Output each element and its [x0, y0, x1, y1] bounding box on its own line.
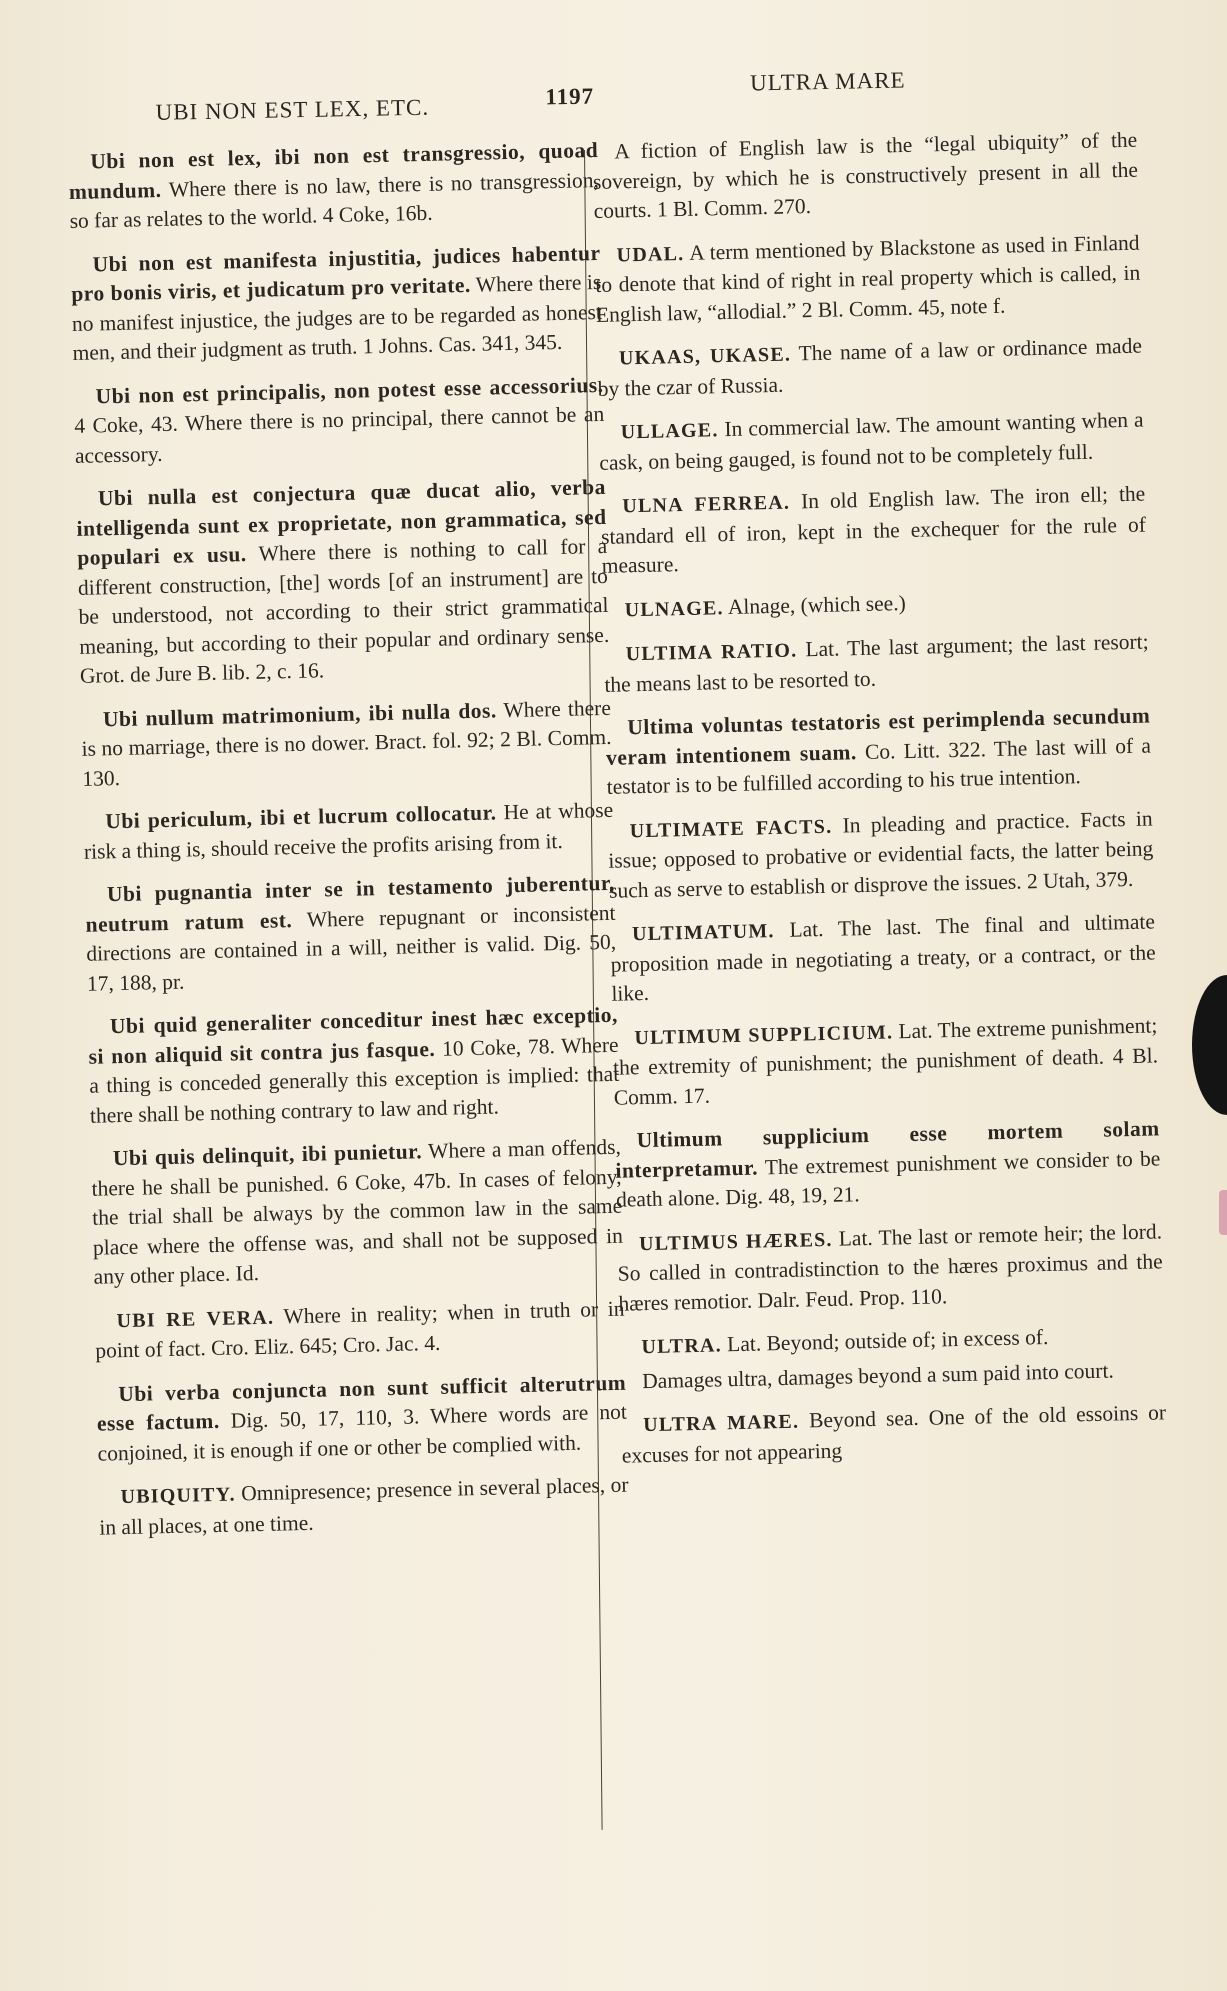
entry-term: UKAAS, UKASE. — [618, 343, 792, 370]
entry — [70, 238, 603, 368]
entry — [602, 583, 1148, 626]
entry — [96, 1368, 628, 1469]
entry-term: Ultima voluntas testatoris est perimplenda secundum veram intentionem suam. — [605, 703, 1151, 770]
entry — [76, 473, 611, 691]
entry-definition: The name of a law or ordinance made by the czar of Russia. — [597, 333, 1143, 401]
entry — [600, 480, 1147, 582]
entry-term: Ubi non est principalis, non potest esse accessorius. — [95, 372, 604, 408]
entry-term: ULTIMA RATIO. — [625, 639, 798, 666]
binding-hole — [1192, 975, 1227, 1115]
entry-term: Ubi quid generaliter conceditur inest hæc exceptio, si non aliquid sit contra jus fasque. — [88, 1002, 619, 1069]
running-header — [150, 67, 951, 125]
entry-term: UBIQUITY. — [120, 1483, 236, 1509]
entry-term: Ubi nullum matrimonium, ibi nulla dos. — [102, 697, 498, 731]
entry — [91, 1133, 624, 1292]
entry-term: ULTIMUM SUPPLICIUM. — [634, 1020, 894, 1049]
entry — [598, 406, 1144, 478]
entry — [94, 1294, 625, 1366]
entry-definition: Lat. The extreme punishment; the extremity of punishment; the punishment of death. 4 Bl. Comm. 17. — [612, 1012, 1159, 1110]
entry-term: ULLAGE. — [620, 419, 719, 444]
page-edge-mark — [1219, 1190, 1227, 1235]
entry — [98, 1471, 629, 1543]
entry-definition: Co. Litt. 322. The last will of a testator is to be fulfilled according to his true intention. — [606, 732, 1152, 799]
entry-definition: Where a man offends, there he shall be punished. 6 Coke, 47b. In cases of felony, the trial shall be always by the common law in the same place where the offense was, and shall not be supposed in any other place. Id. — [91, 1134, 624, 1289]
entry — [83, 796, 614, 867]
entry — [73, 370, 605, 471]
entry-definition: Where there is no marriage, there is no dower. Bract. fol. 92; 2 Bl. Comm. 130. — [81, 695, 612, 791]
entry — [617, 1217, 1164, 1319]
entry — [597, 332, 1143, 404]
entry-definition: Where repugnant or inconsistent directions are contained in a will, neither is valid. Dig. 50, 17, 188, pr. — [86, 900, 617, 996]
entry — [610, 907, 1157, 1009]
entry-definition: Omnipresence; presence in several places, or in all places, at one time. — [99, 1472, 629, 1540]
entry-term: Ubi non est lex, ibi non est transgressio, quoad mundum. — [68, 137, 599, 204]
entry-definition: Dig. 50, 17, 110, 3. Where words are not conjoined, it is enough if one or other be complied with. — [97, 1399, 628, 1466]
entry-term: Ubi non est manifesta injustitia, judices habentur pro bonis viris, et judicatum pro veritate. — [71, 240, 601, 306]
right-column — [592, 126, 1167, 1485]
entry-term: ULTIMATUM. — [631, 920, 775, 946]
entry-term: Ubi nulla est conjectura quæ ducat alio, verba intelligenda sunt ex proprietate, non grammatica, sed populari ex usu. — [76, 474, 607, 570]
left-column — [68, 136, 630, 1557]
entry — [614, 1114, 1161, 1215]
entry-definition: Lat. The last or remote heir; the lord. So called in contradistinction to the hæres proximus and the hæres remotior. Dalr. Feud. Prop. 110. — [617, 1218, 1163, 1316]
entry-term: ULTRA. — [641, 1334, 723, 1359]
header-right-guide-word: ULTRA MARE — [749, 67, 906, 96]
entry — [68, 136, 600, 237]
entry-definition: In old English law. The iron ell; the standard ell of iron, kept in the exchequer for the rule of measure. — [600, 481, 1147, 578]
entry — [81, 693, 613, 794]
entry-term: Ultimum supplicium esse mortem solam interpretamur. — [615, 1116, 1160, 1183]
entry-term: Ubi pugnantia inter se in testamento juberentur, neutrum ratum est. — [85, 870, 616, 937]
entry-term: UBI RE VERA. — [116, 1306, 275, 1332]
entry — [603, 628, 1149, 700]
entry-definition: Lat. Beyond; outside of; in excess of. — [721, 1324, 1049, 1357]
entry-definition: He at whose risk a thing is, should receive the profits arising from it. — [83, 797, 614, 864]
entry-definition: Damages ultra, damages beyond a sum paid into court. — [641, 1357, 1115, 1393]
entry-definition: In pleading and practice. Facts in issue; opposed to probative or evidential facts, the latter being such as serve to establish or disprove the issues. 2 Utah, 379. — [608, 805, 1154, 903]
entry — [605, 701, 1152, 802]
entry — [88, 1001, 621, 1131]
entry-term: ULTIMUS HÆRES. — [638, 1228, 833, 1255]
entry — [594, 228, 1141, 330]
entry-definition: In commercial law. The amount wanting when a cask, on being gauged, is found not to be completely full. — [599, 407, 1144, 475]
entry-term: ULNA FERREA. — [622, 491, 791, 518]
entry-definition: Lat. The last. The final and ultimate proposition made in negotiating a treaty, or a contract, or the like. — [610, 909, 1156, 1006]
entry-definition: A term mentioned by Blackstone as used in Finland to denote that kind of right in real property which is called, in English law, “allodial.” 2 Bl. Comm. 45, note f. — [595, 230, 1141, 327]
entry-definition: Lat. The last argument; the last resort; the means last to be resorted to. — [604, 629, 1149, 697]
entry-definition: Beyond sea. One of the old essoins or excuses for not appearing — [621, 1400, 1167, 1468]
entry-term: ULTIMATE FACTS. — [629, 815, 833, 842]
entry-definition: 4 Coke, 43. Where there is no principal, there cannot be an accessory. — [74, 401, 605, 468]
entry-term: UDAL. — [616, 242, 685, 266]
entry-definition: Where there is no manifest injustice, the judges are to be regarded as honest men, and their judgment as truth. 1 Johns. Cas. 341, 345. — [71, 269, 603, 365]
entry-definition: A fiction of English law is the “legal ubiquity” of the sovereign, by which he is constructively present in all the courts. 1 Bl. Comm. 270. — [592, 127, 1139, 223]
entry-definition: Where there is nothing to call for a different construction, [the] words [of an instrument] are to be understood, not according to their strict grammatical meaning, but according to their popular and ordinary sense. Grot. de Jure B. lib. 2, c. 16. — [77, 533, 610, 688]
entry — [612, 1011, 1159, 1113]
entry — [592, 126, 1139, 227]
entry-definition: 10 Coke, 78. Where a thing is conceded generally this exception is implied: that there shall be nothing contrary to law and right. — [89, 1032, 620, 1128]
entry-term: ULNAGE. — [624, 596, 724, 621]
page-number: 1197 — [545, 83, 595, 110]
entry — [621, 1398, 1167, 1470]
entry-term: Ubi periculum, ibi et lucrum collocatur. — [105, 800, 497, 834]
entry-definition: Alnage, (which see.) — [723, 590, 906, 619]
entry-term: ULTRA MARE. — [642, 1410, 800, 1437]
entry — [607, 804, 1154, 906]
entry-definition: Where in reality; when in truth or in point of fact. Cro. Eliz. 645; Cro. Jac. 4. — [95, 1296, 625, 1363]
entry — [85, 869, 618, 999]
header-left-guide-word: UBI NON EST LEX, ETC. — [155, 94, 430, 125]
entry-definition: Where there is no law, there is no transgression, so far as relates to the world. 4 Coke, 16b. — [69, 167, 600, 233]
entry-term: Ubi verba conjuncta non sunt sufficit alterutrum esse factum. — [96, 1370, 627, 1436]
entry-term: Ubi quis delinquit, ibi punietur. — [112, 1139, 423, 1171]
entry-definition: The extremest punishment we consider to be death alone. Dig. 48, 19, 21. — [615, 1145, 1161, 1212]
